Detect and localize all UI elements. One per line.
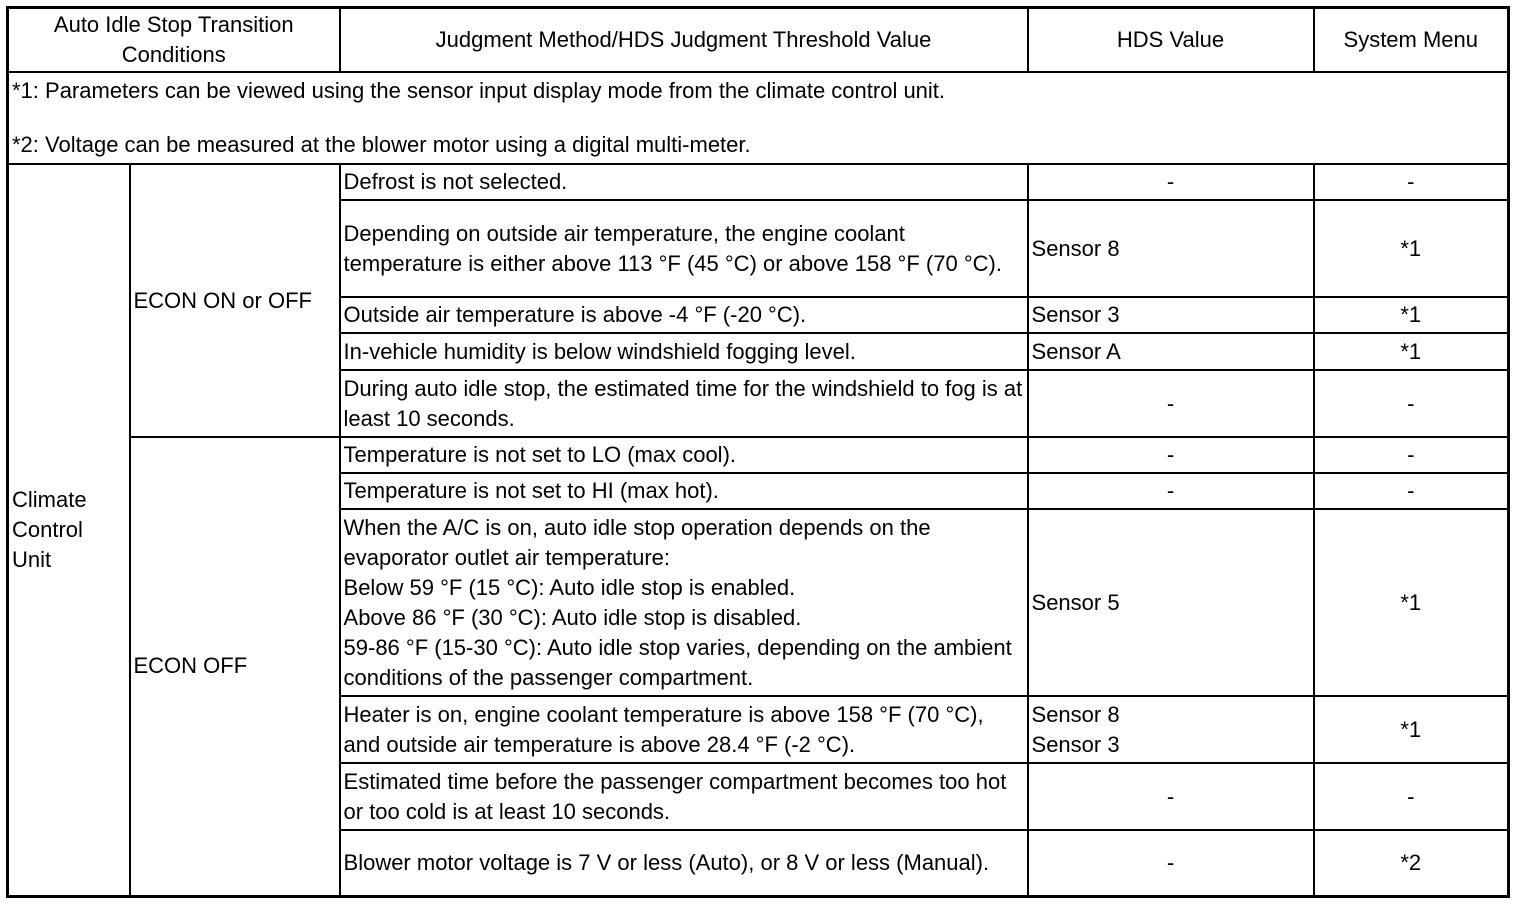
menu-cell: *1 [1314,200,1509,297]
method-cell: Estimated time before the passenger compartment becomes too hot or too cold is at least 10 seconds. [340,763,1028,830]
method-cell: Defrost is not selected. [340,164,1028,200]
hds-cell: - [1028,370,1314,437]
method-cell: Heater is on, engine coolant temperature is above 158 °F (70 °C), and outside air temperature is above 28.4 °F (-2 °C). [340,696,1028,763]
section-label-econ-on-or-off: ECON ON or OFF [130,164,340,437]
section-label-econ-off: ECON OFF [130,437,340,896]
method-cell: Temperature is not set to HI (max hot). [340,473,1028,509]
table-row [8,164,1509,200]
method-cell: Blower motor voltage is 7 V or less (Auto), or 8 V or less (Manual). [340,830,1028,896]
menu-cell: - [1314,370,1509,437]
menu-cell: - [1314,164,1509,200]
hds-cell: Sensor 3 [1028,297,1314,333]
header-row [8,8,1509,73]
method-cell: Outside air temperature is above -4 °F (-20 °C). [340,297,1028,333]
header-transition-conditions: Auto Idle Stop Transition Conditions [8,8,340,73]
method-cell: In-vehicle humidity is below windshield fogging level. [340,333,1028,370]
hds-cell: Sensor 8 Sensor 3 [1028,696,1314,763]
header-judgment-method: Judgment Method/HDS Judgment Threshold Value [340,8,1028,73]
menu-cell: *1 [1314,696,1509,763]
spec-table [6,6,1510,898]
menu-cell: *1 [1314,333,1509,370]
hds-cell: - [1028,473,1314,509]
hds-cell: Sensor 8 [1028,200,1314,297]
menu-cell: - [1314,763,1509,830]
hds-cell: - [1028,763,1314,830]
menu-cell: *1 [1314,297,1509,333]
header-hds-value: HDS Value [1028,8,1314,73]
method-cell: Depending on outside air temperature, the engine coolant temperature is either above 113 °F (45 °C) or above 158 °F (70 °C). [340,200,1028,297]
method-cell: During auto idle stop, the estimated time for the windshield to fog is at least 10 seconds. [340,370,1028,437]
menu-cell: - [1314,437,1509,473]
notes-row [8,72,1509,164]
menu-cell: *1 [1314,509,1509,696]
note-1: *1: Parameters can be viewed using the sensor input display mode from the climate control unit. [12,78,946,103]
header-system-menu: System Menu [1314,8,1509,73]
group-label: Climate Control Unit [8,164,130,896]
hds-cell: - [1028,437,1314,473]
hds-cell: Sensor 5 [1028,509,1314,696]
note-2: *2: Voltage can be measured at the blower motor using a digital multi-meter. [12,132,751,157]
method-cell: When the A/C is on, auto idle stop operation depends on the evaporator outlet air temperature: Below 59 °F (15 °C): Auto idle stop is enabled. Above 86 °F (30 °C): Auto idle stop is disabled. 59-86 °F (15-30 °C): Auto idle stop varies, depending on the ambient conditions of the passenger compartment. [340,509,1028,696]
menu-cell: *2 [1314,830,1509,896]
hds-cell: - [1028,830,1314,896]
method-cell: Temperature is not set to LO (max cool). [340,437,1028,473]
notes-cell [8,72,1509,164]
table-row [8,437,1509,473]
hds-cell: Sensor A [1028,333,1314,370]
menu-cell: - [1314,473,1509,509]
hds-cell: - [1028,164,1314,200]
